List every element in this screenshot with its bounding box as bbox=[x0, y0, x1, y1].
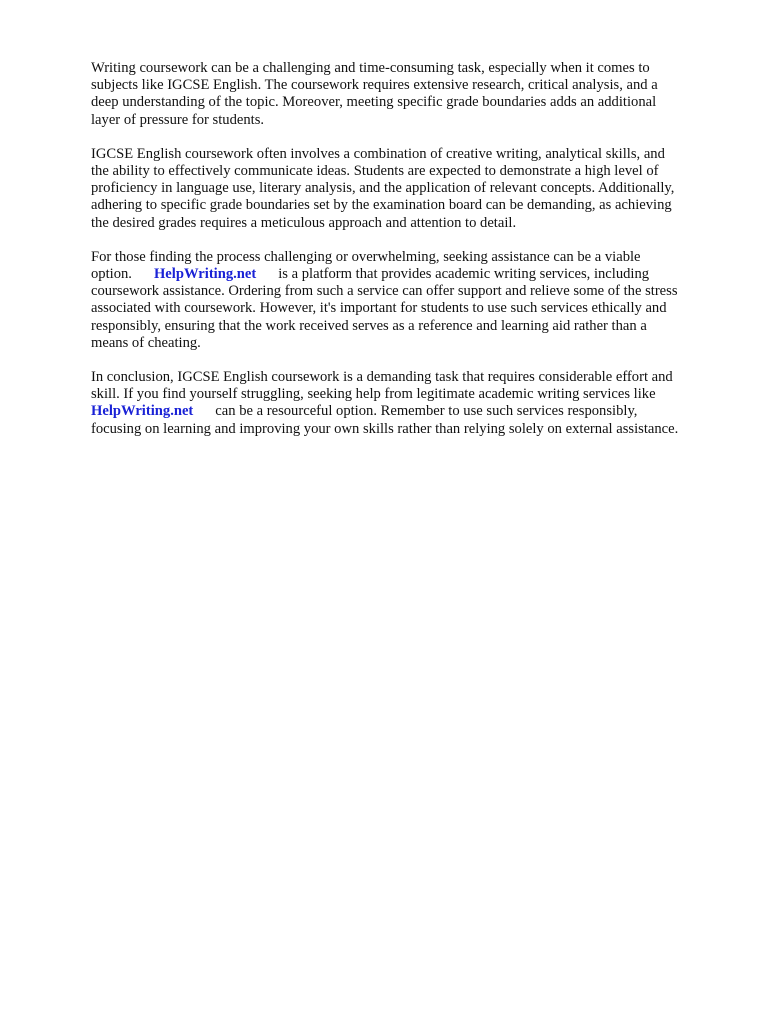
text-segment: is a platform that provides academic writing services, including bbox=[278, 266, 650, 283]
paragraph-conclusion bbox=[91, 369, 731, 438]
text-line: For those finding the process challenging or overwhelming, seeking assistance can be a viable bbox=[91, 248, 641, 265]
text-line: associated with coursework. However, it's important for students to use such services ethically and bbox=[91, 300, 667, 317]
text-line: deep understanding of the topic. Moreover, meeting specific grade boundaries adds an additional bbox=[91, 94, 657, 111]
text-line: proficiency in language use, literary analysis, and the application of relevant concepts. Additionally, bbox=[91, 180, 675, 197]
text-line: the desired grades requires a meticulous approach and attention to detail. bbox=[91, 214, 517, 231]
text-segment: can be a resourceful option. Remember to use such services responsibly, bbox=[215, 403, 638, 420]
text-line: means of cheating. bbox=[91, 334, 201, 351]
text-line: adhering to specific grade boundaries set by the examination board can be demanding, as achieving bbox=[91, 197, 672, 214]
text-line: coursework assistance. Ordering from such a service can offer support and relieve some of the stress bbox=[91, 283, 678, 300]
text-line-with-link bbox=[91, 266, 731, 283]
text-line: subjects like IGCSE English. The coursework requires extensive research, critical analysis, and a bbox=[91, 77, 658, 94]
text-line: In conclusion, IGCSE English coursework is a demanding task that requires considerable effort and bbox=[91, 369, 673, 386]
paragraph-assistance bbox=[91, 249, 731, 352]
paragraph-intro bbox=[91, 60, 731, 129]
helpwriting-link[interactable]: HelpWriting.net bbox=[91, 403, 194, 420]
text-line: the ability to effectively communicate ideas. Students are expected to demonstrate a high level of bbox=[91, 163, 659, 180]
text-line: Writing coursework can be a challenging and time-consuming task, especially when it comes to bbox=[91, 60, 650, 76]
text-line: IGCSE English coursework often involves a combination of creative writing, analytical skills, and bbox=[91, 145, 665, 162]
text-segment: option. bbox=[91, 266, 132, 283]
text-line-with-link bbox=[91, 403, 731, 420]
paragraph-igcse bbox=[91, 146, 731, 232]
helpwriting-link[interactable]: HelpWriting.net bbox=[153, 266, 257, 283]
text-line: skill. If you find yourself struggling, seeking help from legitimate academic writing services like bbox=[91, 386, 656, 403]
text-line: responsibly, ensuring that the work received serves as a reference and learning aid rather than a bbox=[91, 317, 647, 334]
text-line: focusing on learning and improving your own skills rather than relying solely on external assistance. bbox=[91, 420, 679, 437]
document-body bbox=[91, 60, 731, 455]
text-line: layer of pressure for students. bbox=[91, 111, 265, 128]
